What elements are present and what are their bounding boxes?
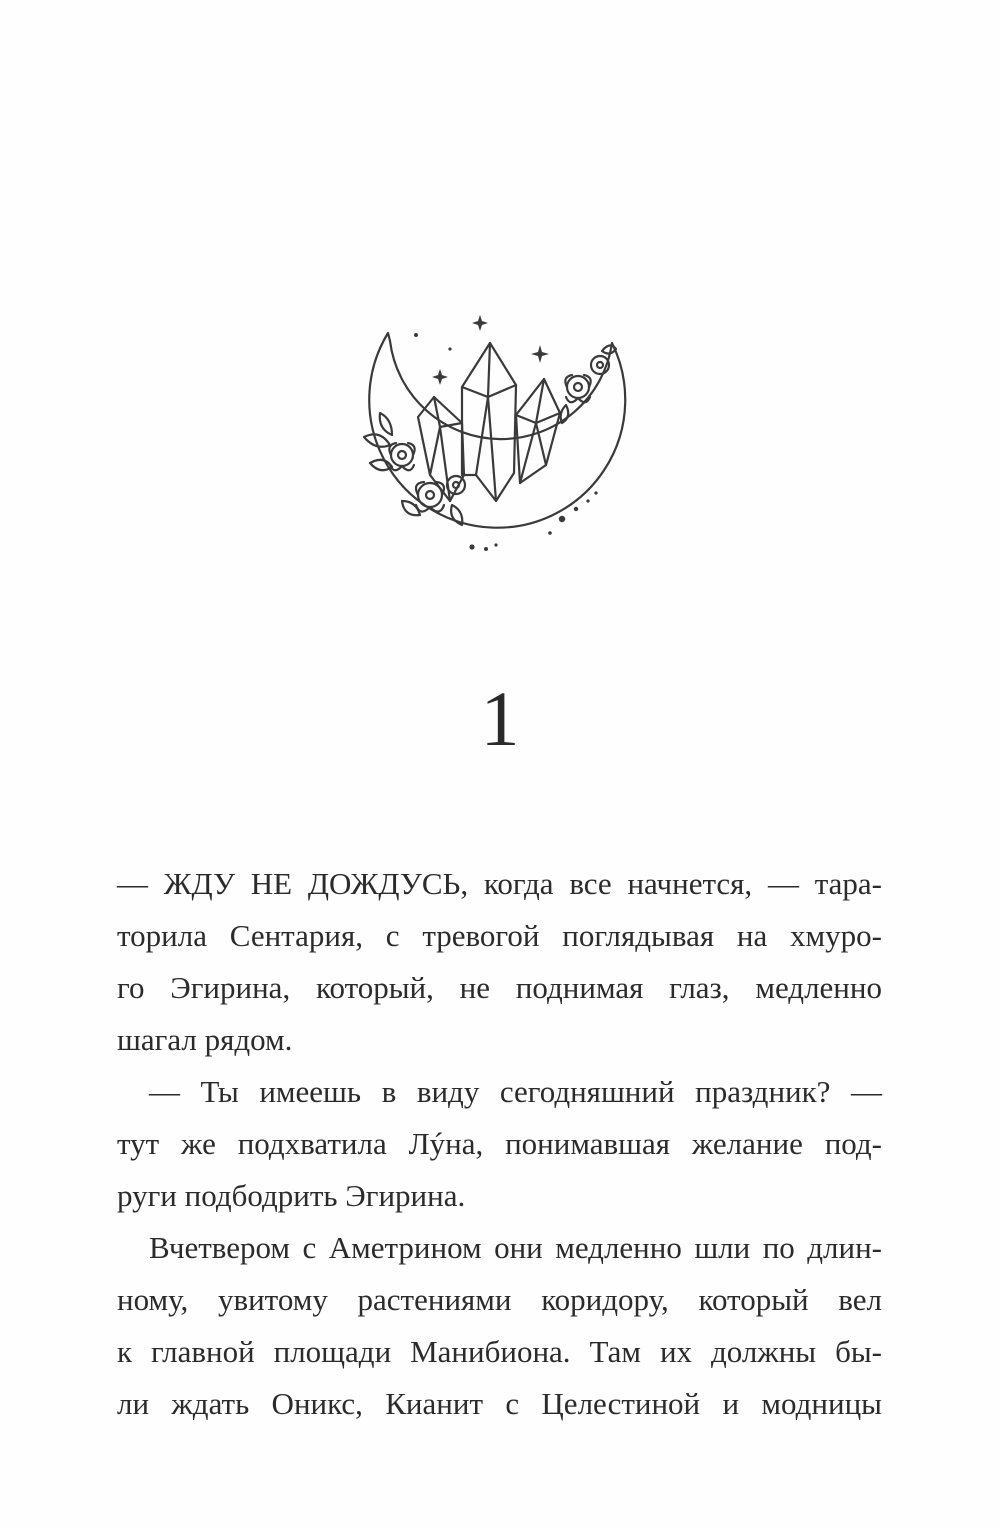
chapter-number: 1: [480, 675, 520, 762]
text-line: — ЖДУ НЕ ДОЖДУСЬ, когда все начнется, — тара-: [117, 866, 882, 901]
text-line: ли ждать Оникс, Кианит с Целестиной и модницы: [117, 1386, 882, 1421]
text-line: торила Сентария, с тревогой поглядывая на хмуро-: [117, 918, 882, 953]
text-line: Вчетвером с Аметрином они медленно шли по длин-: [149, 1230, 882, 1265]
text-line: тут же подхватила Лýна, понимавшая желание под-: [117, 1126, 882, 1161]
text-line: к главной площади Манибиона. Там их должны бы-: [117, 1334, 882, 1369]
paragraph: [117, 858, 882, 1066]
text-line: — Ты имеешь в виду сегодняшний праздник? —: [149, 1074, 882, 1109]
crescent-moon-crystals-flowers-icon: [340, 305, 650, 565]
chapter-text: [117, 858, 882, 1430]
text-line: шагал рядом.: [117, 1022, 293, 1057]
text-line: ному, увитому растениями коридору, который вел: [117, 1282, 882, 1317]
paragraph: [117, 1066, 882, 1222]
text-line: руги подбодрить Эгирина.: [117, 1178, 466, 1213]
paragraph: [117, 1222, 882, 1430]
text-line: го Эгирина, который, не поднимая глаз, медленно: [117, 970, 882, 1005]
